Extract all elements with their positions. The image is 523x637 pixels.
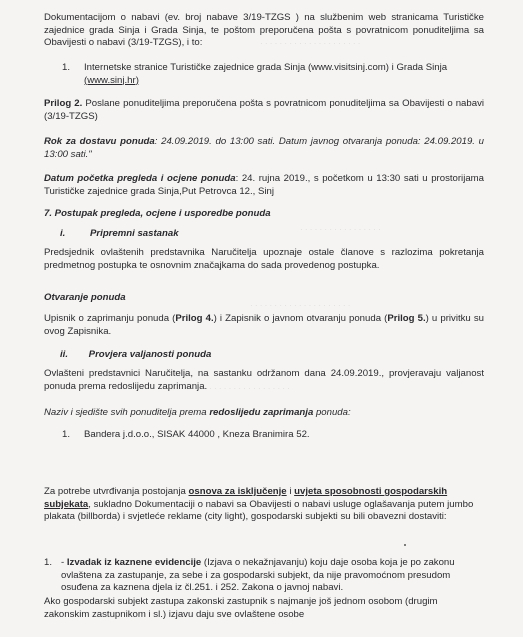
list-item: 1. - Izvadak iz kaznene evidencije (Izjava o nekažnjavanju) koju daje osoba koja je po zakonu ovlaštena za zastupanje, za sebe i za gospodarski subjekt, da nije pravomoćnom presudom osuđena za kaznena djela iz čl.251. i 252. Zakona o javnoj nabavi. xyxy=(44,557,455,594)
prilog2-paragraph xyxy=(44,98,484,123)
bleed-through-text: · · · · · · · · · · · · · · · · · · · · · xyxy=(250,301,351,310)
list-item xyxy=(64,62,484,87)
list-number: 1. xyxy=(44,557,53,568)
datum-text: : 24. rujna 2019., s početkom u 13:30 sati u prostorijama Turističke zajednice grada Sinja,Put Petrovca 12., Sinj xyxy=(44,173,484,197)
list-item xyxy=(64,429,484,442)
otvaranje-heading: Otvaranje ponuda xyxy=(44,292,126,303)
subsection-number: ii. xyxy=(60,349,68,360)
kaznena-label: Izvadak iz kaznene evidencije xyxy=(66,557,202,568)
list-text: Bandera j.d.o.o., SISAK 44000 , Kneza Branimira 52. xyxy=(84,429,310,440)
intro-paragraph: Dokumentacijom o nabavi (ev. broj nabave 3/19-TZGS ) na službenim web stranicama Turističke zajednice grada Sinja i Grada Sinja, te poštom preporučena pošta s povratnicom ponuditeljima sa Obavijesti o nabavi (3/19-TZGS), i to: xyxy=(44,12,484,49)
datum-paragraph xyxy=(44,173,484,198)
upisnik-paragraph: Upisnik o zaprimanju ponuda (Prilog 4.) i Zapisnik o javnom otvaranju ponuda (Prilog 5.) u privitku su ovog Zapisnika. xyxy=(44,313,484,337)
datum-label: Datum početka pregleda i ocjene ponuda xyxy=(44,173,236,184)
prilog2-label: Prilog 2. xyxy=(44,98,83,109)
subsection-ii-heading xyxy=(60,349,500,362)
subsection-number: i. xyxy=(60,228,66,239)
list-number: 1. xyxy=(62,62,71,73)
prilog2-text: Poslane ponuditeljima preporučena pošta s povratnicom ponuditeljima sa Obavijesti o nabavi (3/19-TZGS) xyxy=(44,98,484,122)
ovlasteni-paragraph: Ovlašteni predstavnici Naručitelja, na sastanku održanom dana 24.09.2019., provjeravaju valjanost ponuda prema redoslijedu zaprimanja. xyxy=(44,368,484,392)
subsection-title: Pripremni sastanak xyxy=(90,228,179,239)
bleed-through-text: · · · · · · · · · · · · · · · · · · · · · xyxy=(260,39,361,48)
rok-label: Rok za dostavu ponuda xyxy=(44,136,155,147)
potrebe-paragraph: Za potrebe utvrđivanja postojanja osnova za isključenje i uvjeta sposobnosti gospodarskih subjekata, sukladno Dokumentaciji o nabavi sa Obavijesti o nabavi usluge oglašavanja putem jumbo plakata (billborda) i svjetleće reklame (city light), gospodarski subjekti su bili obavezni dostaviti: xyxy=(44,486,474,523)
ako-paragraph: Ako gospodarski subjekt zastupa zakonski zastupnik s najmanje još jednom osobom (drugim zakonskim zastupnikom i sl.) izjavu daju sve ovlaštene osobe xyxy=(44,596,438,620)
prilog5-label: Prilog 5. xyxy=(387,313,426,324)
rok-text: : 24.09.2019. do 13:00 sati. Datum javnog otvaranja ponuda: 24.09.2019. u 13:00 sati." xyxy=(44,136,484,160)
predsjednik-paragraph: Predsjednik ovlaštenih predstavnika Naručitelja upoznaje ostale članove s razlozima pokretanja predmetnog postupka te osnovnim značajkama do sada provedenog postupka. xyxy=(44,247,484,271)
list-number: 1. xyxy=(62,429,71,440)
scan-speck xyxy=(404,544,406,546)
naziv-line: Naziv i sjedište svih ponuditelja prema redoslijedu zaprimanja ponuda: xyxy=(44,407,351,418)
subsection-i-heading xyxy=(60,228,500,241)
sinj-link[interactable]: (www.sinj.hr) xyxy=(84,74,139,86)
bleed-through-text: · · · · · · · · · · · · · · · · · xyxy=(300,225,381,234)
list-text: Internetske stranice Turističke zajednice grada Sinja (www.visitsinj.com) i Grada Sinja xyxy=(84,62,448,73)
rok-paragraph xyxy=(44,136,484,161)
bleed-through-text: · · · · · · · · · · · · · · · · · · · · · · · · · xyxy=(170,384,290,393)
subsection-title: Provjera valjanosti ponuda xyxy=(88,349,212,360)
prilog4-label: Prilog 4. xyxy=(175,313,214,324)
section-7-heading: 7. Postupak pregleda, ocjene i usporedbe ponuda xyxy=(44,208,271,219)
